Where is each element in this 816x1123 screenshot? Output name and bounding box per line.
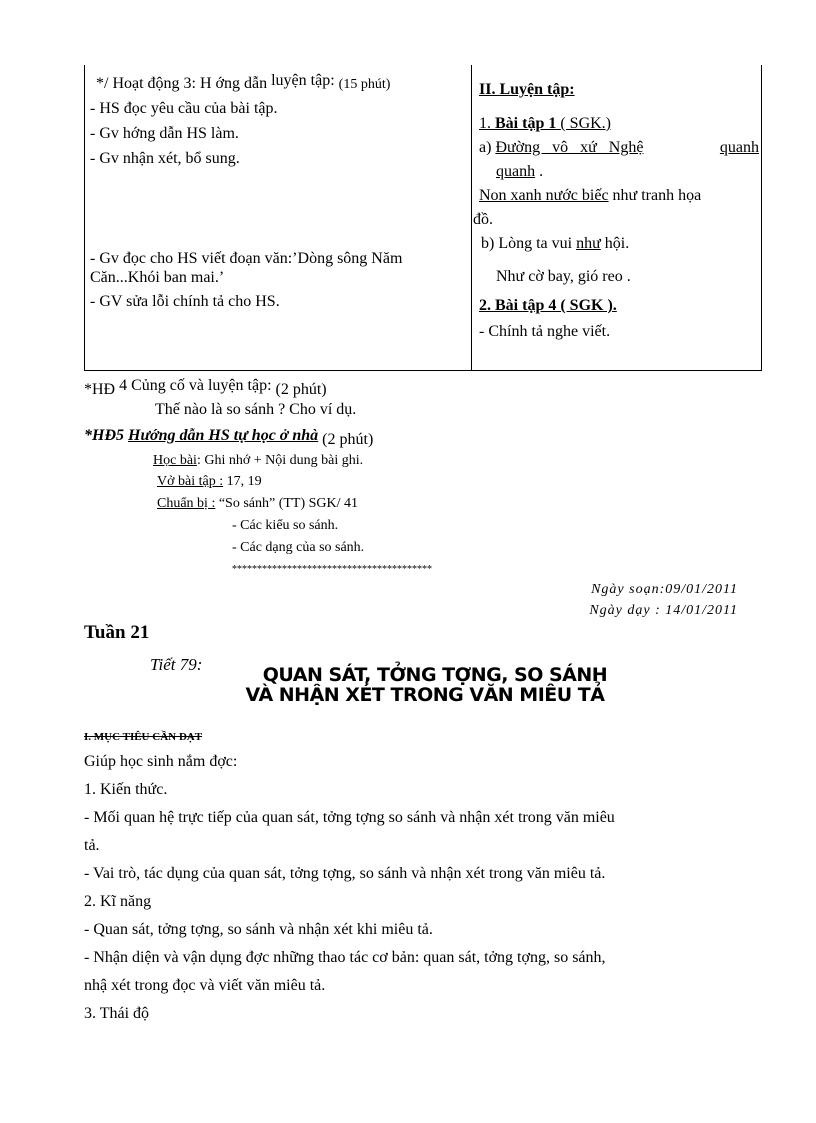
- hd5-line: [84, 426, 373, 446]
- ex-sgk: ( SGK.): [560, 115, 612, 132]
- a-text: Đường vô xứ Nghệ: [495, 139, 644, 156]
- objective-line: - Vai trò, tác dụng của quan sát, tởng tợng, so sánh và nhận xét trong văn miêu tả.: [84, 865, 606, 882]
- vo-bt-line: [157, 472, 262, 492]
- objective-line: 2. Kĩ năng: [84, 893, 152, 910]
- hoc-bai-line: [153, 451, 363, 471]
- hd4-time: (2 phút): [275, 381, 327, 398]
- section-heading: II. Luyện tập:: [479, 81, 575, 98]
- separator-stars: ****************************************: [232, 564, 432, 575]
- sub-item: - Các kiểu so sánh.: [232, 518, 339, 533]
- activity-time: (15 phút): [338, 77, 391, 92]
- item-b: [481, 234, 629, 254]
- sub-item: - Các dạng của so sánh.: [232, 540, 365, 555]
- objective-line: Giúp học sinh nắm đợc:: [84, 753, 238, 770]
- objective-line: - Mối quan hệ trực tiếp của quan sát, tởng tợng so sánh và nhận xét trong văn miêu: [84, 809, 615, 826]
- chuan-bi-label: Chuẩn bị :: [157, 496, 216, 511]
- hd4-question: Thế nào là so sánh ? Cho ví dụ.: [155, 401, 357, 418]
- chuan-bi-text: “So sánh” (TT) SGK/ 41: [215, 496, 359, 511]
- hd5-time: (2 phút): [322, 431, 374, 448]
- chuan-bi-line: [157, 494, 358, 514]
- item-a: [479, 138, 759, 158]
- hoc-bai-text: : Ghi nhớ + Nội dung bài ghi.: [196, 453, 364, 468]
- table-border-left: [84, 65, 85, 371]
- a-line2: quanh: [496, 163, 536, 180]
- activity-heading-text: */ Hoạt động 3: H ớng dẫn: [96, 75, 268, 92]
- ex-label: Bài tập 1: [495, 115, 557, 132]
- left-line: - Gv hớng dẫn HS làm.: [90, 125, 239, 142]
- hd5-label: *HĐ5: [84, 427, 124, 444]
- table-border-bottom: [84, 370, 762, 371]
- a-line2-end: .: [535, 163, 544, 180]
- item-b-line2: Như cờ bay, gió reo .: [496, 268, 631, 285]
- week-heading: Tuần 21: [84, 622, 150, 643]
- objective-line: 1. Kiến thức.: [84, 781, 168, 798]
- hd4-text: Củng cố và luyện tập:: [131, 377, 272, 394]
- hoc-bai-label: Học bài: [153, 453, 197, 468]
- item-a-line2: [496, 162, 543, 182]
- objective-line: nhậ xét trong đọc và viết văn miêu tả.: [84, 977, 326, 994]
- date-taught: Ngày dạy : 14/01/2011: [589, 603, 738, 618]
- ex-num: 1.: [479, 115, 491, 132]
- non-xanh-rest: như tranh họa: [608, 187, 702, 204]
- hd5-title: Hướng dẫn HS tự học ở nhà: [128, 427, 319, 444]
- objective-line: tả.: [84, 837, 100, 854]
- b-text: Lòng ta vui: [498, 235, 577, 252]
- a-text2: quanh: [719, 139, 759, 156]
- activity-3-heading: [96, 74, 390, 95]
- left-line: - GV sửa lỗi chính tả cho HS.: [90, 293, 280, 310]
- table-border-right: [761, 65, 762, 371]
- lesson-title-2: VÀ NHẬN XÉT TRONG VĂN MIÊU TẢ: [245, 684, 605, 706]
- hd4-label: *HĐ: [84, 381, 116, 398]
- lesson-title-1: QUAN SÁT, TỞNG TỢNG, SO SÁNH: [262, 664, 608, 686]
- objective-line: - Nhận diện và vận dụng đợc những thao tác cơ bản: quan sát, tởng tợng, so sánh,: [84, 949, 606, 966]
- objectives-heading: I. MỤC TIÊU CẦN ĐẠT: [84, 731, 203, 743]
- left-line: Căn...Khói ban mai.’: [90, 269, 225, 286]
- exercise-4-text: - Chính tả nghe viết.: [479, 323, 611, 340]
- objective-line: - Quan sát, tởng tợng, so sánh và nhận xét khi miêu tả.: [84, 921, 433, 938]
- do-line: đồ.: [473, 211, 493, 228]
- left-line: - HS đọc yêu cầu của bài tập.: [90, 100, 278, 117]
- b-nhu: như: [576, 235, 601, 252]
- table-divider: [471, 65, 472, 371]
- date-prepared: Ngày soạn:09/01/2011: [591, 582, 738, 597]
- exercise-4-heading: 2. Bài tập 4 ( SGK ).: [479, 297, 617, 314]
- non-xanh-line: [479, 186, 701, 206]
- exercise-1-heading: [479, 114, 611, 134]
- objective-line: 3. Thái độ: [84, 1005, 150, 1022]
- activity-heading-b: luyện tập:: [271, 72, 335, 89]
- hd4-num: 4: [119, 377, 128, 394]
- lesson-number: Tiết 79:: [150, 655, 203, 674]
- b-text2: hội.: [600, 235, 630, 252]
- b-label: b): [481, 235, 495, 252]
- vo-bt-label: Vở bài tập :: [157, 474, 224, 489]
- left-line: - Gv đọc cho HS viết đoạn văn:’Dòng sông Năm: [90, 250, 403, 267]
- vo-bt-text: 17, 19: [223, 474, 262, 489]
- a-label: a): [479, 139, 492, 156]
- left-line: - Gv nhận xét, bổ sung.: [90, 150, 240, 167]
- hd4-line: [84, 376, 327, 396]
- non-xanh: Non xanh nước biếc: [479, 187, 609, 204]
